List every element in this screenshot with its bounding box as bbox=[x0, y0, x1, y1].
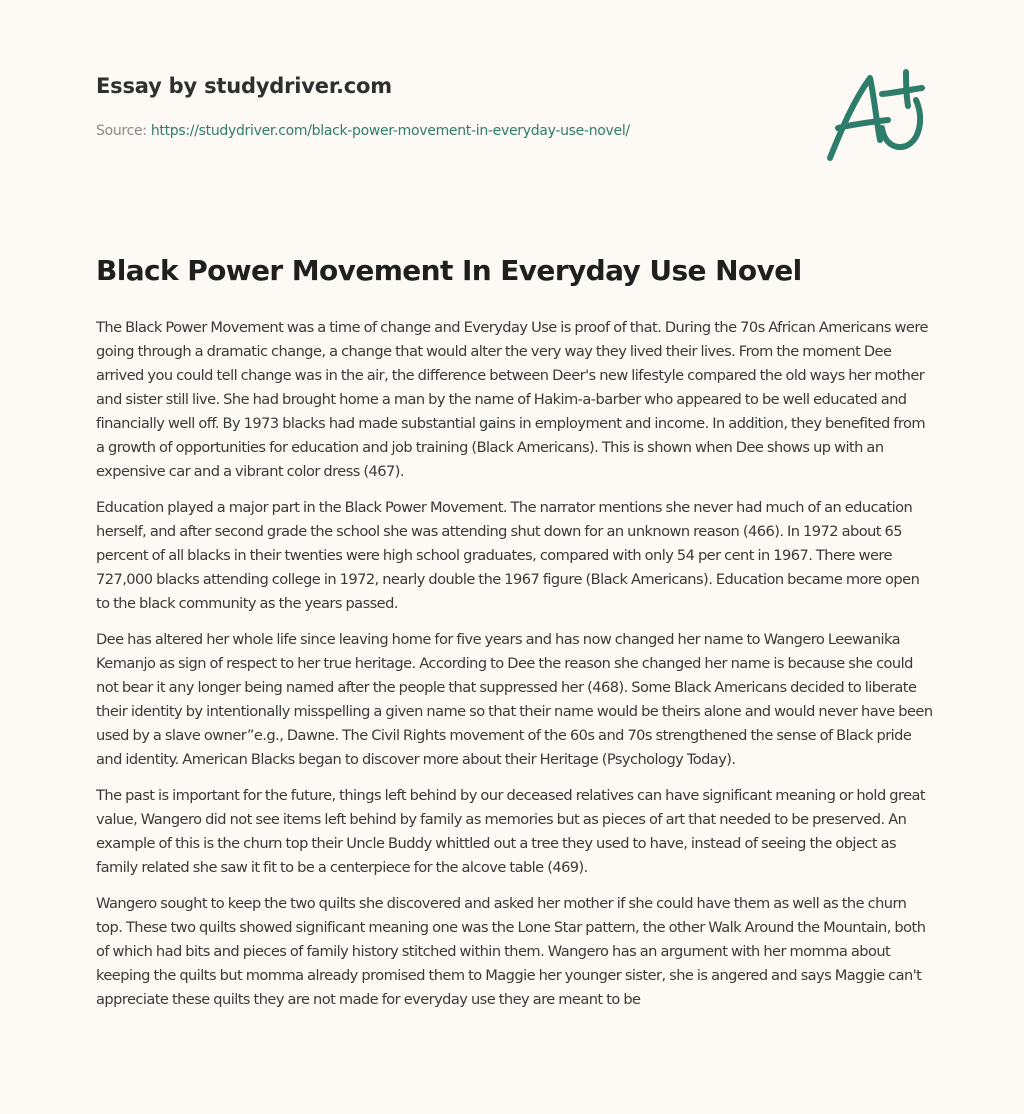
source-label: Source: bbox=[96, 123, 147, 139]
essay-paragraph: The Black Power Movement was a time of change and Everyday Use is proof of that. During the 70s African Americans were going through a dramatic change, a change that would alter the very way they lived their lives. From the moment Dee arrived you could tell change was in the air, the difference between Deer's new lifestyle compared the old ways her mother and sister still live. She had brought home a man by the name of Hakim-a-barber who appeared to be well educated and financially well off. By 1973 blacks had made substantial gains in employment and income. In addition, they benefited from a growth of opportunities for education and job training (Black Americans). This is shown when Dee shows up with an expensive car and a vibrant color dress (467). bbox=[96, 319, 928, 480]
essay-paragraph: Education played a major part in the Black Power Movement. The narrator mentions she never had much of an education herself, and after second grade the school she was attending shut down for an unknown reason (466). In 1972 about 65 percent of all blacks in their twenties were high school graduates, compared with only 54 per cent in 1967. There were 727,000 blacks attending college in 1972, nearly double the 1967 figure (Black Americans). Education became more open to the black community as the years passed. bbox=[96, 499, 920, 612]
essay-paragraph: The past is important for the future, things left behind by our deceased relatives can have significant meaning or hold great value, Wangero did not see items left behind by family as memories but as pieces of art that needed to be preserved. An example of this is the churn top their Uncle Buddy whittled out a tree they used to have, instead of seeing the object as family related she saw it fit to be a centerpiece for the alcove table (469). bbox=[96, 787, 926, 876]
a-plus-grade-icon bbox=[818, 66, 934, 166]
essay-paragraph: Wangero sought to keep the two quilts she discovered and asked her mother if she could have them as well as the churn top. These two quilts showed significant meaning one was the Lone Star pattern, the other Walk Around the Mountain, both of which had bits and pieces of family history stitched within them. Wangero has an argument with her momma about keeping the quilts but momma already promised them to Maggie her younger sister, she is angered and says Maggie can't appreciate these quilts they are not made for everyday use they are meant to be bbox=[96, 895, 926, 1008]
brand-title: Essay by studydriver.com bbox=[96, 74, 392, 98]
essay-title: Black Power Movement In Everyday Use Novel bbox=[96, 254, 802, 287]
source-link[interactable]: https://studydriver.com/black-power-movement-in-everyday-use-novel/ bbox=[150, 123, 630, 139]
essay-body bbox=[96, 316, 936, 1024]
source-line bbox=[96, 123, 928, 139]
essay-header bbox=[96, 74, 928, 139]
essay-paragraph: Dee has altered her whole life since leaving home for five years and has now changed her name to Wangero Leewanika Kemanjo as sign of respect to her true heritage. According to Dee the reason she changed her name is because she could not bear it any longer being named after the people that suppressed her (468). Some Black Americans decided to liberate their identity by intentionally misspelling a given name so that their name would be theirs alone and would never have been used by a slave owner”e.g., Dawne. The Civil Rights movement of the 60s and 70s strengthened the sense of Black pride and identity. American Blacks began to discover more about their Heritage (Psychology Today). bbox=[96, 631, 933, 768]
